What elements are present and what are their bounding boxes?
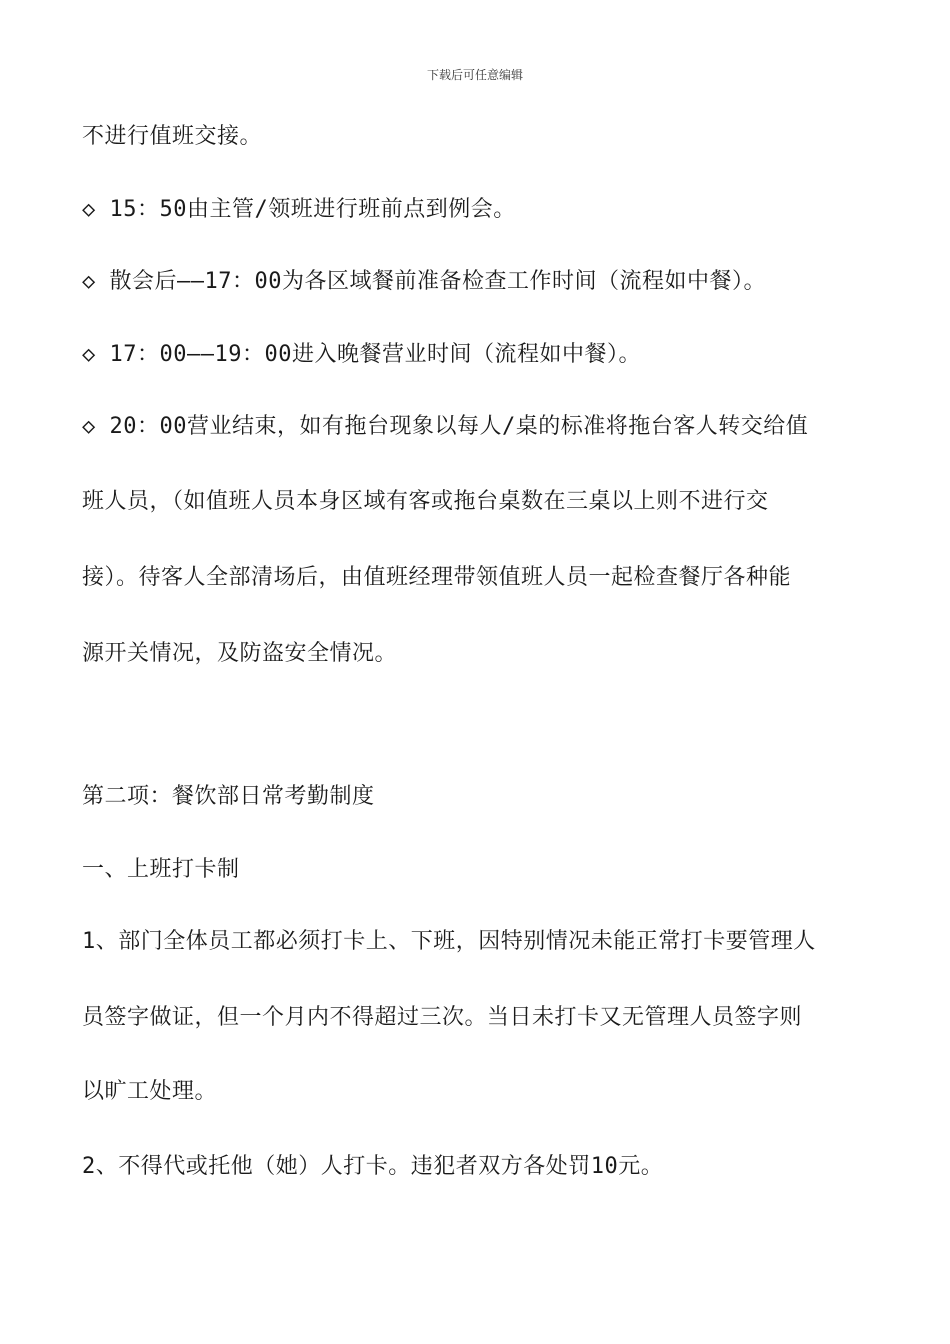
body-line: 班人员，（如值班人员本身区域有客或拖台桌数在三桌以上则不进行交 [82,489,769,514]
body-line: 员签字做证，但一个月内不得超过三次。当日未打卡又无管理人员签字则 [82,1005,803,1030]
bullet-line: ◇ 散会后——17：00为各区域餐前准备检查工作时间（流程如中餐）。 [82,269,766,294]
body-line: 源开关情况，及防盗安全情况。 [82,641,398,666]
subsection-heading: 一、上班打卡制 [82,857,240,882]
body-line: 接）。待客人全部清场后，由值班经理带领值班人员一起检查餐厅各种能 [82,565,792,590]
section-heading: 第二项：餐饮部日常考勤制度 [82,784,375,809]
bullet-line: ◇ 15：50由主管/领班进行班前点到例会。 [82,197,516,222]
body-line: 不进行值班交接。 [82,124,263,149]
bullet-line: ◇ 20：00营业结束，如有拖台现象以每人/桌的标准将拖台客人转交给值 [82,414,809,439]
bullet-line: ◇ 17：00——19：00进入晚餐营业时间（流程如中餐）。 [82,342,641,367]
page-header: 下载后可任意编辑 [426,68,523,82]
body-line: 以旷工处理。 [82,1079,218,1104]
body-line: 2、不得代或托他（她）人打卡。违犯者双方各处罚10元。 [82,1154,664,1179]
body-line: 1、部门全体员工都必须打卡上、下班，因特别情况未能正常打卡要管理人 [82,929,816,954]
